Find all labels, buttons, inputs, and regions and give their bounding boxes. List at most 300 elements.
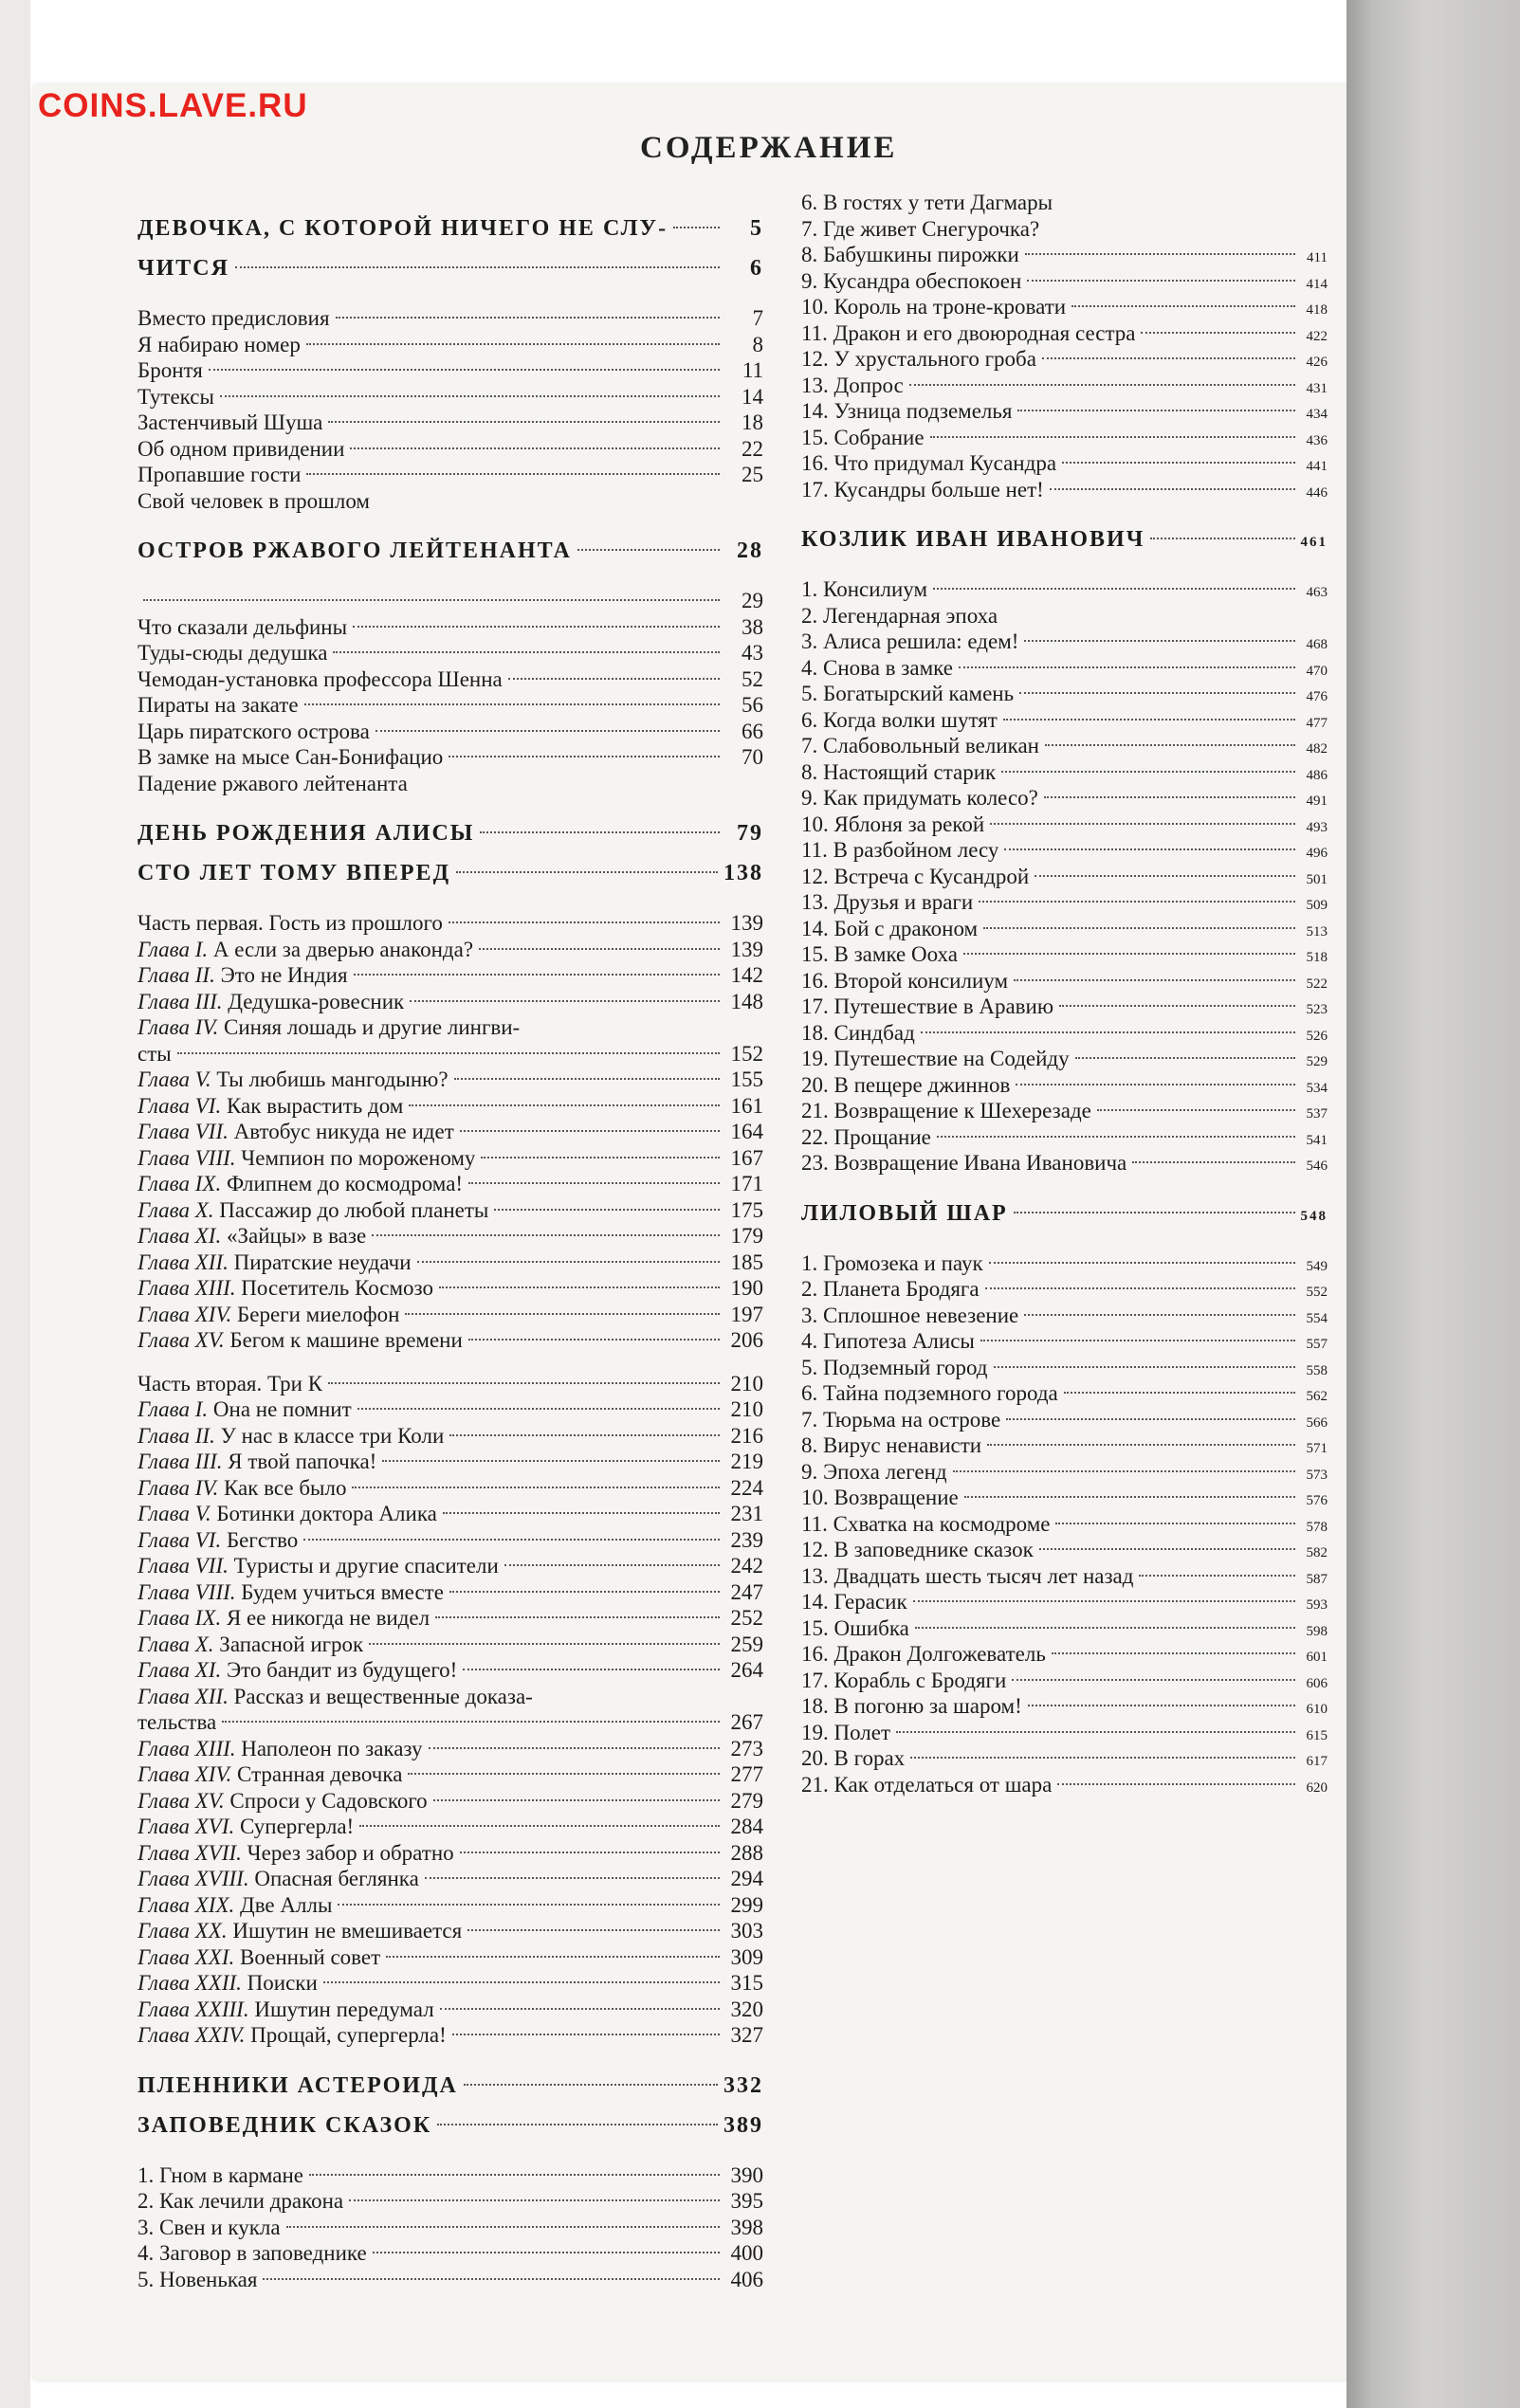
chapter-prefix: Глава XXI. [137,1944,241,1969]
page-number: 523 [1306,1002,1328,1017]
chapter-prefix: Глава II. [137,963,221,987]
page-number: 537 [1306,1106,1328,1122]
chapter-prefix: Глава XXIV. [137,2023,251,2047]
entry-title: 10. Возвращение [801,1486,959,1509]
dot-leader [980,1340,1295,1341]
dot-leader [1132,1161,1295,1163]
toc-entry [801,707,1328,734]
dot-leader [209,369,720,371]
dot-leader [435,1616,720,1618]
chapter-prefix: Глава XXIII. [137,1997,255,2021]
dot-leader [1025,253,1295,255]
toc-entry [137,410,763,436]
entry-title: Береги миелофон [237,1302,400,1326]
toc-section [137,531,763,571]
dot-leader [1012,1679,1295,1681]
toc-entry [801,759,1328,786]
dot-leader [910,1757,1295,1759]
page-number: 161 [730,1093,763,1118]
entry-title: 6. Тайна подземного города [801,1381,1058,1405]
toc-entry [801,1485,1328,1511]
dot-leader [349,2199,720,2201]
dot-leader [1055,1523,1295,1524]
page-number: 541 [1306,1132,1328,1148]
page-number: 395 [730,2189,763,2213]
toc-entry [137,2240,763,2267]
dot-leader [673,227,720,228]
dot-leader [1024,640,1295,642]
toc-entry [137,1041,763,1067]
entry-title: сты [137,1041,172,1066]
dot-leader [369,1643,720,1645]
entry-title: 6. Когда волки шутят [801,707,998,732]
toc-entry [137,2022,763,2049]
dot-leader [359,1825,720,1827]
entry-title: 15. Собрание [801,425,925,449]
dot-leader [306,473,720,475]
dot-leader [328,421,720,423]
page-number: 558 [1306,1362,1328,1378]
entry-title: СТО ЛЕТ ТОМУ ВПЕРЕД [137,861,451,885]
toc-entry [137,1761,763,1788]
entry-title: Я твой папочка! [228,1450,377,1473]
toc-section [137,2066,763,2106]
dot-leader [177,1052,720,1054]
entry-title: 16. Второй консилиум [801,968,1009,993]
page-number: 288 [730,1840,763,1865]
toc-entry [137,1475,763,1502]
dot-leader [263,2278,720,2280]
page-number: 252 [730,1606,763,1630]
entry-title: 2. Как лечили дракона [137,2189,344,2213]
dot-leader [352,1487,720,1488]
page-number: 566 [1306,1414,1328,1431]
toc-entry [801,1250,1328,1277]
page-number: 43 [742,641,763,665]
toc-entry [137,2188,763,2215]
page-number: 571 [1306,1441,1328,1456]
dot-leader [1014,979,1295,981]
toc-entry [137,1014,763,1041]
page-number: 155 [730,1067,763,1091]
page-number: 562 [1306,1389,1328,1404]
entry-title: 1. Гном в кармане [137,2162,304,2187]
toc-entry [137,989,763,1015]
dot-leader [429,1747,720,1749]
entry-title: 4. Гипотеза Алисы [801,1329,975,1353]
entry-title: 9. Эпоха легенд [801,1459,947,1484]
dot-leader [405,1313,720,1315]
chapter-prefix: Глава XV. [137,1788,230,1813]
dot-leader [437,2124,718,2125]
page-number: 578 [1306,1519,1328,1535]
page-number: 239 [730,1527,763,1552]
entry-title: 10. Яблоня за рекой [801,812,985,836]
page-number: 303 [730,1919,763,1943]
page-number: 197 [730,1302,763,1326]
dot-leader [909,384,1295,386]
page-number: 279 [730,1788,763,1813]
dot-leader [1039,1548,1295,1550]
page-number: 11 [742,358,763,382]
dot-leader [382,1460,720,1462]
toc-entry [801,994,1328,1020]
entry-title: 5. Богатырский камень [801,682,1015,705]
chapter-prefix: Глава X. [137,1197,220,1222]
entry-title: Бронтя [137,358,203,382]
dot-leader [417,1261,721,1263]
toc-entry [137,1275,763,1302]
dot-leader [373,2252,720,2253]
page-number: 38 [742,614,763,639]
toc-entry [137,1684,763,1710]
dot-leader [985,1287,1295,1289]
toc-entry [801,425,1328,451]
dot-leader [964,1496,1295,1498]
toc-entry [801,812,1328,838]
entry-title: ЧИТСЯ [137,256,229,281]
entry-title: Супергерла! [240,1815,355,1838]
toc-entry [801,681,1328,707]
toc-entry [801,1098,1328,1124]
dot-leader [963,953,1295,955]
dot-leader [425,1877,720,1879]
dot-leader [1052,1652,1295,1654]
page-number: 264 [730,1658,763,1682]
dot-leader [468,1182,720,1184]
dot-leader [1064,1392,1295,1394]
page-number: 610 [1306,1702,1328,1717]
entry-title: 22. Прощание [801,1124,931,1149]
toc-entry [137,771,763,797]
page-number: 557 [1306,1337,1328,1352]
dot-leader [1004,848,1295,850]
entry-title: Пассажир до любой планеты [219,1197,489,1222]
toc-entry [137,666,763,693]
entry-title: Это не Индия [220,963,348,987]
page-number: 601 [1306,1650,1328,1665]
page-number: 14 [742,384,763,409]
entry-title: 18. Синдбад [801,1020,915,1045]
dot-leader [333,651,720,653]
page-number: 139 [730,911,763,935]
page-number: 548 [1300,1208,1328,1224]
page-number: 526 [1306,1028,1328,1044]
dot-leader [454,1078,720,1080]
dot-leader [480,831,720,833]
toc-entry [137,1223,763,1250]
dot-leader [1071,305,1295,307]
entry-title: 2. Планета Бродяга [801,1277,980,1301]
chapter-prefix: Глава XVIII. [137,1867,255,1890]
page-number: 309 [730,1944,763,1969]
page-number: 164 [730,1120,763,1143]
page-number: 242 [730,1554,763,1578]
toc-entry [137,1892,763,1919]
page-number: 6 [750,256,763,281]
entry-title: 18. В погоню за шаром! [801,1694,1022,1718]
page-number: 327 [730,2023,763,2047]
page-number: 620 [1306,1779,1328,1796]
dot-leader [408,1773,720,1775]
entry-title: 9. Как придумать колесо? [801,786,1038,810]
toc-entry [801,1046,1328,1072]
toc-entry [801,294,1328,320]
page-number: 576 [1306,1493,1328,1508]
entry-title: 5. Подземный город [801,1355,988,1379]
entry-title: 14. Узница подземелья [801,399,1013,423]
dot-leader [1014,1212,1295,1213]
toc-entry [137,1250,763,1276]
dot-leader [443,1512,720,1514]
toc-entry [801,1303,1328,1329]
page-number: 56 [742,693,763,717]
page-number: 509 [1306,898,1328,913]
toc-part [137,910,763,937]
page-number: 175 [730,1197,763,1222]
dot-leader [372,1234,720,1236]
dot-leader [913,1600,1295,1602]
toc-section [801,520,1328,559]
entry-title: Автобус никуда не идет [233,1120,454,1143]
chapter-prefix: Глава VIII. [137,1145,242,1170]
entry-title: 1. Громозека и паук [801,1250,983,1275]
toc-entry [137,1119,763,1145]
chapter-prefix: Глава V. [137,1502,217,1525]
dot-leader [303,1539,720,1541]
toc-entry [801,242,1328,268]
page-number: 436 [1306,432,1328,448]
dot-leader [220,395,720,397]
page-number: 224 [730,1475,763,1500]
page-number: 468 [1306,637,1328,652]
toc-entry [801,1150,1328,1177]
chapter-prefix: Глава IX. [137,1172,227,1195]
entry-title: 1. Консилиум [801,577,928,601]
toc-section [801,1194,1328,1233]
page-number: 615 [1306,1727,1328,1743]
entry-title: 12. Встреча с Кусандрой [801,864,1030,888]
dot-leader [933,588,1295,590]
entry-title: Часть первая. Гость из прошлого [137,911,443,935]
page-number: 431 [1306,380,1328,396]
chapter-prefix: Глава XX. [137,1919,233,1943]
page-number: 461 [1300,535,1328,550]
page-number: 476 [1306,689,1328,704]
toc-entry [137,640,763,666]
entry-title: У нас в классе три Коли [220,1423,445,1448]
toc-entry [801,1407,1328,1433]
chapter-prefix: Глава III. [137,1450,229,1473]
page-number: 142 [730,963,763,987]
toc-section [137,209,763,248]
toc-entry [801,1459,1328,1486]
toc-entry [137,1327,763,1354]
page-number: 210 [730,1371,763,1396]
entry-title: тельства [137,1710,217,1734]
entry-title: Туристы и другие спасители [233,1554,499,1578]
page-number: 219 [730,1450,763,1473]
dot-leader [1017,410,1295,411]
dot-leader [937,1136,1295,1138]
entry-title: 6. В гостях у тети Дагмары [801,191,1053,214]
entry-title: Опасная беглянка [254,1867,419,1890]
dot-leader [1035,875,1295,877]
entry-title: «Зайцы» в вазе [226,1224,367,1248]
page-number: 5 [750,216,763,241]
toc-entry [137,1944,763,1971]
toc-right-column [801,190,1328,1797]
toc-entry [137,937,763,963]
page-number: 284 [730,1815,763,1838]
toc-entry [801,320,1328,347]
page-title: СОДЕРЖАНИЕ [640,131,898,165]
dot-leader [1097,1109,1295,1111]
toc-entry [801,1668,1328,1694]
entry-title: 13. Друзья и враги [801,890,974,914]
entry-title: Синяя лошадь и другие лингви- [224,1015,521,1039]
entry-title: Я ее никогда не видел [226,1606,430,1630]
toc-entry [137,719,763,745]
dot-leader [896,1731,1295,1733]
page-number: 434 [1306,407,1328,422]
toc-entry [137,1970,763,1997]
toc-entry [137,614,763,641]
dot-leader [439,1286,720,1288]
chapter-prefix: Глава IV. [137,1015,224,1039]
toc-entry [801,1124,1328,1151]
toc-entry [801,398,1328,425]
chapter-prefix: Глава IV. [137,1475,224,1500]
entry-title: 3. Сплошное невезение [801,1303,1019,1327]
toc-entry [137,1997,763,2023]
toc-entry [801,1745,1328,1772]
entry-title: Флипнем до космодрома! [226,1172,464,1195]
dot-leader [1150,538,1294,539]
toc-entry [137,1396,763,1423]
toc-entry [801,576,1328,603]
entry-title: Чемодан-установка профессора Шенна [137,666,503,691]
entry-title: Странная девочка [237,1762,403,1786]
entry-title: 14. Бой с драконом [801,916,979,940]
page-number: 299 [730,1892,763,1917]
entry-title: А если за дверью анаконда? [212,937,474,961]
dot-leader [508,678,720,680]
page-number: 406 [730,2267,763,2291]
page-number: 294 [730,1867,763,1890]
toc-entry [137,1579,763,1606]
page-number: 446 [1306,484,1328,501]
dot-leader [1075,1057,1295,1059]
dot-leader [989,1262,1295,1264]
entry-title: 13. Двадцать шесть тысяч лет назад [801,1563,1134,1588]
dot-leader [449,1591,720,1593]
page-number: 593 [1306,1597,1328,1613]
toc-entry [801,477,1328,503]
chapter-prefix: Глава II. [137,1423,221,1448]
toc-entry [137,1093,763,1120]
page-number: 206 [730,1328,763,1352]
entry-title: Ишутин не вмешивается [232,1919,463,1943]
toc-entry [801,373,1328,399]
toc-entry [137,1197,763,1224]
dot-leader [449,921,720,923]
entry-title: Военный совет [240,1944,381,1969]
toc-entry [137,2267,763,2293]
chapter-prefix: Глава V. [137,1067,217,1091]
entry-title: 11. В разбойном лесу [801,838,999,862]
page-number: 400 [730,2241,763,2265]
toc-entry [801,603,1328,629]
chapter-prefix: Глава VI. [137,1093,227,1118]
entry-title: 17. Кусандры больше нет! [801,477,1044,502]
entry-title: Пираты на закате [137,693,299,717]
dot-leader [577,549,720,551]
dot-leader [468,1339,720,1341]
page-number: 7 [752,306,763,330]
page-number: 273 [730,1736,763,1760]
entry-title: КОЗЛИК ИВАН ИВАНОВИЧ [801,527,1145,552]
chapter-prefix: Глава XVII. [137,1840,247,1865]
page-number: 418 [1306,302,1328,318]
page-number: 315 [730,1971,763,1995]
dot-leader [386,1956,720,1958]
dot-leader [1028,1705,1295,1706]
toc-entry [137,1918,763,1944]
toc-entry [801,1720,1328,1746]
page-number: 549 [1306,1258,1328,1274]
entry-title: Две Аллы [240,1892,333,1917]
entry-title: Ботинки доктора Алика [216,1502,437,1525]
dot-leader [1003,719,1295,721]
entry-title: ПЛЕННИКИ АСТЕРОИДА [137,2072,458,2098]
entry-title: Посетитель Космозо [241,1276,433,1300]
toc-entry [801,1772,1328,1798]
page-number: 598 [1306,1623,1328,1639]
chapter-prefix: Глава X. [137,1632,220,1656]
dot-leader [959,666,1295,668]
toc-entry [801,785,1328,812]
page-number: 518 [1306,950,1328,965]
entry-title: Туды-сюды дедушка [137,641,328,665]
entry-title: 2. Легендарная эпоха [801,603,998,628]
toc-entry [137,305,763,332]
toc-entry [801,1563,1328,1590]
dot-leader [1045,744,1295,746]
page-number: 554 [1306,1310,1328,1326]
entry-title: 14. Герасик [801,1590,907,1614]
entry-title: 7. Где живет Снегурочка? [801,216,1040,241]
dot-leader [375,730,720,732]
page-number: 139 [730,937,763,961]
page-number: 546 [1306,1158,1328,1174]
toc-entry [801,916,1328,942]
dot-leader [452,2034,720,2035]
toc-entry [801,1537,1328,1563]
dot-leader [1006,1418,1295,1420]
dot-leader [350,447,720,449]
dot-leader [304,703,720,705]
entry-title: 16. Дракон Долгожеватель [801,1642,1046,1666]
dot-leader [504,1564,720,1566]
toc-entry [137,1171,763,1197]
entry-title: ЛИЛОВЫЙ ШАР [801,1200,1008,1226]
page-number: 152 [730,1041,763,1066]
toc-entry [137,1840,763,1867]
entry-title: 4. Заговор в заповеднике [137,2241,367,2265]
page-number: 426 [1306,355,1328,370]
page-number: 210 [730,1397,763,1421]
